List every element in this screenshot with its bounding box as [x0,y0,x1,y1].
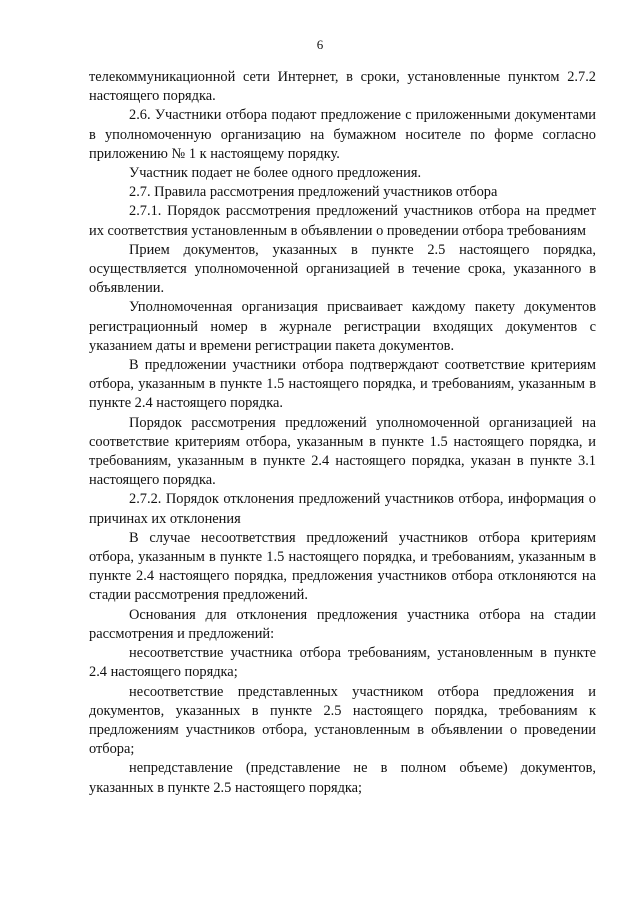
paragraph-criteria-confirmation: В предложении участники отбора подтверждают соответствие критериям отбора, указанным в пункте 1.5 настоящего порядка, и требованиям, указанным в пункте 2.4 настоящего порядка. [89,357,596,412]
paragraph-2-6: 2.6. Участники отбора подают предложение с приложенными документами в уполномоченную организацию на бумажном носителе по форме согласно приложению № 1 к настоящему порядку. [89,107,596,162]
paragraph-continuation: телекоммуникационной сети Интернет, в сроки, установленные пунктом 2.7.2 настоящего порядка. [89,69,596,105]
paragraph-nonconformity: В случае несоответствия предложений участников отбора критериям отбора, указанным в пункте 1.5 настоящего порядка, и требованиям, указанным в пункте 2.4 настоящего порядка, предложения участников отбора отклоняются на стадии рассмотрения предложений. [89,529,596,604]
paragraph-rejection-grounds: Основания для отклонения предложения участника отбора на стадии рассмотрения и предложений: [89,606,596,642]
list-item-documents-nonconformity: несоответствие представленных участником отбора предложения и документов, указанных в пункте 2.5 настоящего порядка, требованиям к предложениям участников отбора, установленным в объявлении о проведении отбора; [89,683,596,758]
list-item-participant-nonconformity: несоответствие участника отбора требованиям, установленным в пункте 2.4 настоящего порядка; [89,645,596,681]
paragraph-registration-number: Уполномоченная организация присваивает каждому пакету документов регистрационный номер в журнале регистрации входящих документов с указанием даты и времени регистрации пакета документов. [89,299,596,354]
paragraph-one-proposal: Участник подает не более одного предложения. [129,165,422,182]
page-number: 6 [316,37,324,52]
paragraph-document-intake: Прием документов, указанных в пункте 2.5 настоящего порядка, осуществляется уполномоченной организацией в течение срока, указанного в объявлении. [89,241,596,297]
heading-2-7-1: 2.7.1. Порядок рассмотрения предложений участников отбора на предмет их соответствия установленным в объявлении о проведении отбора требованиям [89,203,596,239]
heading-2-7-2: 2.7.2. Порядок отклонения предложений участников отбора, информация о причинах их отклонения [89,491,596,527]
document-body [89,68,596,798]
paragraph-review-procedure: Порядок рассмотрения предложений уполномоченной организацией на соответствие критериям отбора, указанным в пункте 1.5 настоящего порядка, и требованиям, указанным в пункте 2.4 настоящего порядка, указан в пункте 3.1 настоящего порядка. [89,414,596,489]
list-item-documents-missing: непредставление (представление не в полном объеме) документов, указанных в пункте 2.5 настоящего порядка; [89,760,596,796]
heading-2-7: 2.7. Правила рассмотрения предложений участников отбора [129,184,498,201]
